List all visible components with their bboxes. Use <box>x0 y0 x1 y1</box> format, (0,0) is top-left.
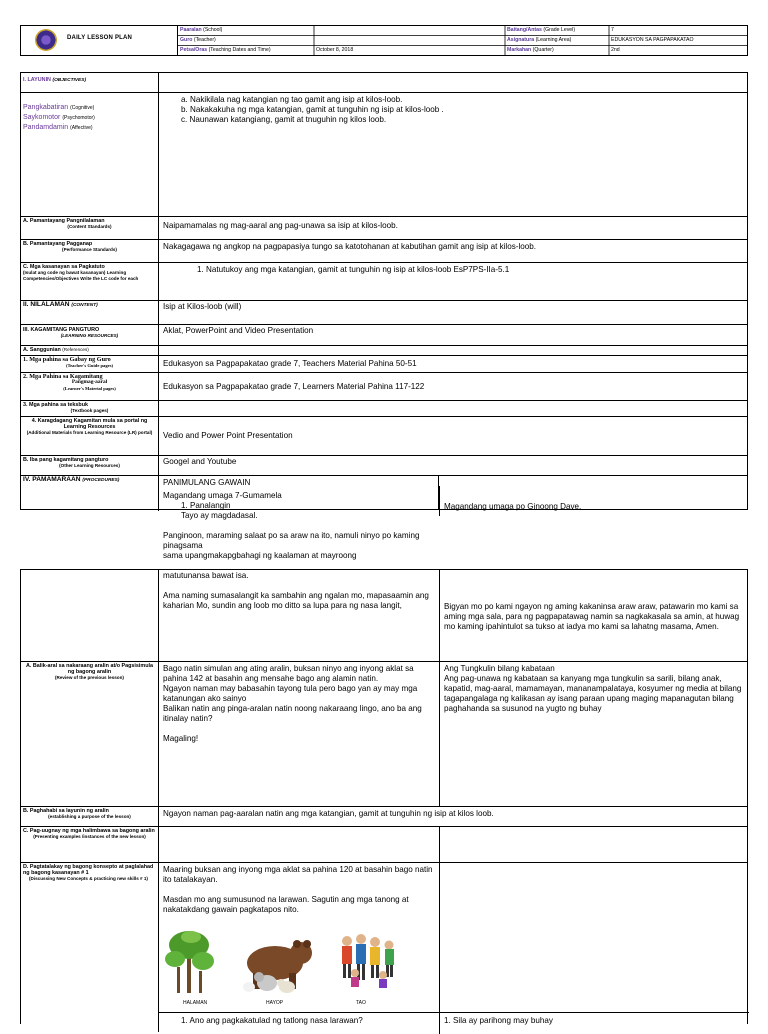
row-prayer: matutunansa bawat isa. Ama naming sumasalangit ka sambahin ang ngalan mo, mapasaamin ang kaharian Mo, sundin ang loob mo ditto sa lupa para ng nasa langit, Bigyan mo po kami ngayon ng aming kakaninsa araw araw, patawarin mo kami sa aming mga sala, para ng pagpapatawag namin sa nagkakasala sa amin, at huwag mo kaming ipahintulot sa tukso at iadya mo kami sa lahatng masama, Amen. <box>21 570 747 661</box>
row-other-resources: B. Iba pang kagamitang pangturo (Other Learning Resources) Googel and Youtube <box>21 455 747 475</box>
objective-a: a. Nakikilala nag katangian ng tao gamit ang isip at kilos-loob. <box>181 95 403 104</box>
row-additional-materials: 4. Karagdagang Kagamitan mula sa portal ng Learning Resources (Additional Materials from Learning Resource (LR) portal) Vedio and Power Point Presentation <box>21 416 747 455</box>
row-content: II. NILALAMAN (CONTENT) Isip at Kilos-loob (will) <box>21 300 747 324</box>
row-purpose: B. Paghahabi sa layunin ng aralin (establishing a purpose of the lesson) Ngayon naman pag-aaralan natin ang mga katangian, gamit at tunguhin ng isip at kilos loob. <box>21 806 747 826</box>
row-procedures: IV. PAMAMARAAN (PROCEDURES) PANIMULANG GAWAIN <box>21 475 747 511</box>
row-examples: C. Pag-uugnay ng mga halimbawa sa bagong aralin (Presenting examples /instances of the new lesson) <box>21 826 747 862</box>
lesson-plan-header: DAILY LESSON PLAN Paaralan (School) Baitang/Antas (Grade Level) 7 Guro (Teacher) Asignatura (Learning Area) EDUKASYON SA PAGPAPAKATAO Petsa/Oras (Teaching Dates and Time) October 8, 2018 Markahan (Quarter) 2nd <box>20 25 748 56</box>
row-learners-material: 2. Mga Pahina sa Kagamitang Pangmag-aaral (Learner's Material pages) Edukasyon sa Pagpapakatao grade 7, Learners Material Pahina 117-122 <box>21 372 747 400</box>
procedures-student-col: Magandang umaga po Ginoong Dave. <box>439 486 748 516</box>
row-performance-standards: B. Pamantayang Pagganap (Performance Standards) Nakagagawa ng angkop na pagpapasiya tungo sa katotohanan at kabutihan gamit ang isip at kilos-loob. <box>21 239 747 262</box>
doc-title: DAILY LESSON PLAN <box>67 35 133 41</box>
row-discussion: D. Pagtatalakay ng bagong konsepto at paglalahad ng bagong kasanayan # 1 (Discussing New Concepts & practicing new skills # 1) Maaring buksan ang inyong mga aklat sa pahina 120 at basahin bago natin ito tatalakayan. Masdan mo ang sumusunod na larawan. Sagutin ang mga tanong at nakatakdang gawain pagkatapos nito. 1. Ano ang pagkakatulad ng tatlong nasa larawan? 1. Sila ay parihong may buhay <box>21 862 747 1032</box>
row-content-standards: A. Pamantayang Pangnilalaman (Content Standards) Naipamamalas ng mag-aaral ang pag-unawa sa isip at kilos-loob. <box>21 216 747 239</box>
pic-label-tao: TAO <box>356 1000 366 1006</box>
header-logo-cell <box>21 26 178 55</box>
row-textbook: 3. Mga pahina sa teksbuk (Textbook pages) <box>21 400 747 416</box>
pic-label-halaman: HALAMAN <box>183 1000 208 1006</box>
lesson-table-page1 <box>20 72 748 560</box>
objective-b: b. Nakakakuha ng mga katangian, gamit at tunguhin ng isip at kilos-loob . <box>181 105 444 114</box>
plant-icon <box>165 931 214 993</box>
objective-c: c. Naunawan katangiang, gamit at tnuguhin ng kilos loob. <box>181 115 387 124</box>
people-icon <box>342 934 394 988</box>
row-resources: III. KAGAMITANG PANGTURO (LEARNING RESOURCES) Aklat, PowerPoint and Video Presentation <box>21 324 747 345</box>
row-competencies: C. Mga kasanayan sa Pagkatuto (Isulat ang code ng bawat kasanayan) Learning Competencies/Objectives Write the LC code for each 1. Natutukoy ang mga katangian, gamit at tunguhin ng isip at kilos-loob EsP7PS-IIa-5.1 <box>21 262 747 300</box>
row-layunin: I. LAYUNIN (OBJECTIVES) <box>21 73 747 92</box>
row-review: A. Balik-aral sa nakaraang aralin at/o Pagsisimula ng bagong aralin (Review of the previous lesson) Bago natin simulan ang ating aralin, buksan ninyo ang inyong aklat sa pahina 142 at basahin ang mensahe bago ang alamin natin. Ngayon naman may babasahin tayong tula pero bago yan ay may mga katanungan ako sainyo Balikan natin ang pinga-aralan natin noong nakaraang lingo, ano ba ang itinalay natin? Magaling! Ang Tungkulin bilang kabataan Ang pag-unawa ng kabataan sa kanyang mga tungkulin sa sarili, bilang anak, kapatid, mag-aaral, mamamayan, mananampalataya, kosyumer ng media at bilang tagapangalaga ng kalikasan ay isang paraan upang maging mapanagutan bilang paghahanda sa susunod na yugto ng buhay <box>21 661 747 806</box>
halaman-hayop-tao-illustration <box>163 927 423 1007</box>
animals-icon <box>243 940 312 993</box>
lesson-table-page2 <box>20 569 748 1024</box>
row-domains: Pangkabatiran (Cognitive) Saykomotor (Psychomotor) Pandamdamin (Affective) a. Nakikilala nag katangian ng tao gamit ang isip at kilos-loob. b. Nakakakuha ng mga katangian, gamit at tunguhin ng isip at kilos-loob . c. Naunawan katangiang, gamit at tnuguhin ng kilos loob. <box>21 92 747 216</box>
deped-seal-icon <box>35 29 57 51</box>
row-references: A. Sanggunian (References) <box>21 345 747 355</box>
row-teachers-guide: 1. Mga pahina sa Gabay ng Guro (Teacher's Guide pages) Edukasyon sa Pagpapakatao grade 7, Teachers Material Pahina 50-51 <box>21 355 747 372</box>
pic-label-hayop: HAYOP <box>266 1000 284 1006</box>
procedures-teacher-col: Magandang umaga 7-Gumamela 1. Panalangin Tayo ay magdadasal. Panginoon, maraming salaat po sa araw na ito, namuli ninyo po kaming pinagsama sama upangmakapgbahagi ng kaalaman at mayroong <box>163 491 420 560</box>
